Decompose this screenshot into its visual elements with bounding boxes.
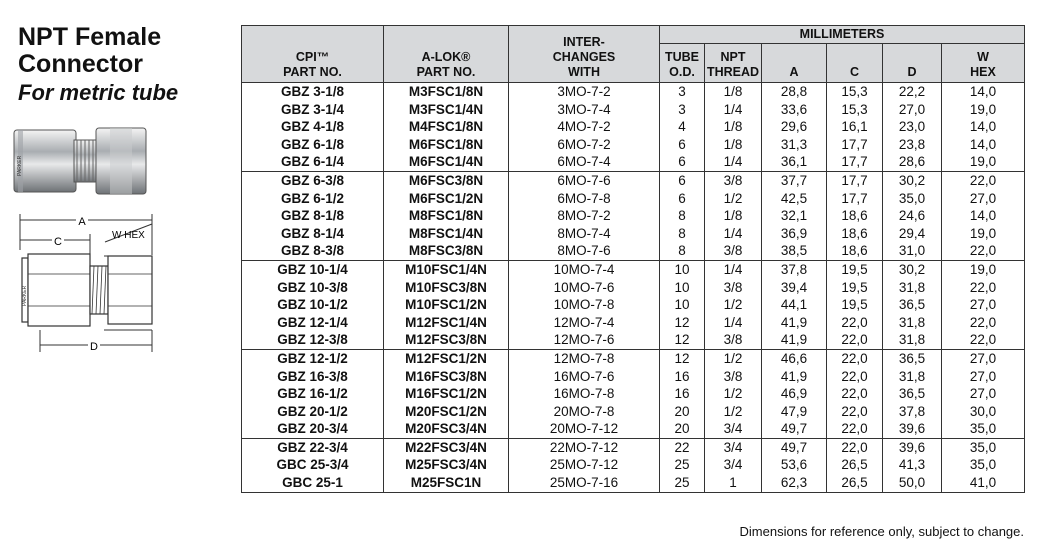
cell-w-hex: 27,0 [942, 368, 1025, 386]
cell-cpi-part-no: GBZ 3-1/8 [242, 83, 384, 101]
table-row [242, 225, 1025, 243]
cell-alok-part-no: M20FSC1/2N [384, 403, 509, 421]
cell-interchanges: 20MO-7-12 [509, 420, 660, 438]
header-tube-text: TUBE O.D. [664, 50, 700, 79]
cell-interchanges: 4MO-7-2 [509, 118, 660, 136]
cell-dim-a: 47,9 [762, 403, 827, 421]
cell-cpi-part-no: GBZ 16-1/2 [242, 385, 384, 403]
cell-npt-thread: 3/8 [705, 279, 762, 297]
cell-tube-od: 22 [660, 438, 705, 456]
diagram-logo-text: PARKER [22, 285, 28, 306]
cell-interchanges: 12MO-7-4 [509, 314, 660, 332]
cell-cpi-part-no: GBC 25-1 [242, 474, 384, 492]
cell-alok-part-no: M6FSC3/8N [384, 171, 509, 189]
cell-dim-a: 41,9 [762, 331, 827, 349]
cell-tube-od: 10 [660, 279, 705, 297]
cell-npt-thread: 1/8 [705, 83, 762, 101]
cell-alok-part-no: M8FSC1/4N [384, 225, 509, 243]
cell-dim-a: 36,9 [762, 225, 827, 243]
cell-cpi-part-no: GBZ 8-1/4 [242, 225, 384, 243]
cell-interchanges: 10MO-7-6 [509, 279, 660, 297]
table-row [242, 190, 1025, 208]
title-line-2: Connector [18, 50, 143, 78]
cell-tube-od: 25 [660, 456, 705, 474]
cell-tube-od: 12 [660, 331, 705, 349]
cell-cpi-part-no: GBZ 6-1/8 [242, 136, 384, 154]
cell-dim-c: 18,6 [827, 207, 883, 225]
cell-interchanges: 3MO-7-2 [509, 83, 660, 101]
cell-w-hex: 14,0 [942, 118, 1025, 136]
cell-cpi-part-no: GBZ 8-3/8 [242, 242, 384, 260]
cell-alok-part-no: M16FSC1/2N [384, 385, 509, 403]
cell-w-hex: 30,0 [942, 403, 1025, 421]
table-row [242, 456, 1025, 474]
cell-tube-od: 6 [660, 136, 705, 154]
cell-cpi-part-no: GBZ 8-1/8 [242, 207, 384, 225]
table-row [242, 260, 1025, 278]
cell-dim-c: 22,0 [827, 438, 883, 456]
cell-interchanges: 16MO-7-6 [509, 368, 660, 386]
cell-alok-part-no: M10FSC1/2N [384, 296, 509, 314]
header-w-hex [942, 44, 1025, 83]
cell-dim-a: 39,4 [762, 279, 827, 297]
label-c: C [54, 236, 62, 248]
cell-dim-d: 31,8 [883, 279, 942, 297]
cell-tube-od: 4 [660, 118, 705, 136]
cell-w-hex: 22,0 [942, 331, 1025, 349]
cell-dim-d: 31,8 [883, 314, 942, 332]
cell-alok-part-no: M25FSC1N [384, 474, 509, 492]
cell-dim-d: 27,0 [883, 101, 942, 119]
cell-w-hex: 27,0 [942, 349, 1025, 367]
cell-cpi-part-no: GBZ 4-1/8 [242, 118, 384, 136]
header-millimeters: MILLIMETERS [660, 26, 1025, 44]
cell-dim-d: 22,2 [883, 83, 942, 101]
cell-dim-c: 17,7 [827, 136, 883, 154]
header-npt-thread [705, 44, 762, 83]
cell-dim-c: 17,7 [827, 190, 883, 208]
cell-npt-thread: 1/4 [705, 101, 762, 119]
cell-dim-d: 30,2 [883, 260, 942, 278]
header-alok-part-no [384, 26, 509, 83]
cell-cpi-part-no: GBZ 16-3/8 [242, 368, 384, 386]
cell-w-hex: 22,0 [942, 171, 1025, 189]
cell-dim-a: 46,9 [762, 385, 827, 403]
cell-dim-c: 17,7 [827, 171, 883, 189]
table-row [242, 349, 1025, 367]
cell-dim-c: 19,5 [827, 260, 883, 278]
cell-dim-a: 37,7 [762, 171, 827, 189]
cell-w-hex: 19,0 [942, 101, 1025, 119]
cell-dim-a: 41,9 [762, 368, 827, 386]
dimension-diagram [10, 210, 210, 360]
label-w-hex: W HEX [112, 230, 145, 241]
cell-tube-od: 8 [660, 225, 705, 243]
spec-table [241, 25, 1025, 493]
cell-tube-od: 16 [660, 368, 705, 386]
table-row [242, 438, 1025, 456]
cell-dim-a: 41,9 [762, 314, 827, 332]
cell-npt-thread: 1 [705, 474, 762, 492]
cell-alok-part-no: M6FSC1/8N [384, 136, 509, 154]
cell-npt-thread: 1/4 [705, 314, 762, 332]
cell-dim-d: 29,4 [883, 225, 942, 243]
cell-interchanges: 25MO-7-16 [509, 474, 660, 492]
table-row [242, 403, 1025, 421]
cell-npt-thread: 1/2 [705, 385, 762, 403]
cell-cpi-part-no: GBZ 6-1/2 [242, 190, 384, 208]
cell-cpi-part-no: GBZ 22-3/4 [242, 438, 384, 456]
cell-w-hex: 22,0 [942, 279, 1025, 297]
table-row [242, 420, 1025, 438]
cell-alok-part-no: M6FSC1/2N [384, 190, 509, 208]
cell-npt-thread: 1/2 [705, 296, 762, 314]
cell-dim-d: 31,8 [883, 331, 942, 349]
cell-npt-thread: 3/4 [705, 420, 762, 438]
cell-w-hex: 35,0 [942, 420, 1025, 438]
cell-dim-c: 17,7 [827, 153, 883, 171]
table-row [242, 314, 1025, 332]
cell-npt-thread: 3/8 [705, 242, 762, 260]
cell-cpi-part-no: GBZ 20-3/4 [242, 420, 384, 438]
cell-tube-od: 20 [660, 420, 705, 438]
cell-w-hex: 27,0 [942, 296, 1025, 314]
cell-dim-a: 46,6 [762, 349, 827, 367]
cell-w-hex: 19,0 [942, 260, 1025, 278]
cell-npt-thread: 1/2 [705, 349, 762, 367]
cell-dim-c: 19,5 [827, 296, 883, 314]
cell-dim-d: 37,8 [883, 403, 942, 421]
cell-w-hex: 27,0 [942, 385, 1025, 403]
cell-tube-od: 8 [660, 242, 705, 260]
cell-alok-part-no: M12FSC1/2N [384, 349, 509, 367]
cell-interchanges: 3MO-7-4 [509, 101, 660, 119]
table-row [242, 136, 1025, 154]
cell-dim-a: 31,3 [762, 136, 827, 154]
cell-dim-c: 26,5 [827, 456, 883, 474]
cell-interchanges: 22MO-7-12 [509, 438, 660, 456]
cell-interchanges: 12MO-7-6 [509, 331, 660, 349]
table-row [242, 153, 1025, 171]
cell-cpi-part-no: GBZ 10-1/4 [242, 260, 384, 278]
cell-dim-c: 22,0 [827, 420, 883, 438]
cell-alok-part-no: M10FSC3/8N [384, 279, 509, 297]
cell-tube-od: 8 [660, 207, 705, 225]
cell-dim-d: 50,0 [883, 474, 942, 492]
cell-w-hex: 14,0 [942, 207, 1025, 225]
cell-dim-d: 41,3 [883, 456, 942, 474]
cell-interchanges: 8MO-7-2 [509, 207, 660, 225]
cell-alok-part-no: M12FSC3/8N [384, 331, 509, 349]
cell-tube-od: 16 [660, 385, 705, 403]
header-d: D [883, 44, 942, 83]
cell-interchanges: 6MO-7-8 [509, 190, 660, 208]
cell-cpi-part-no: GBZ 6-1/4 [242, 153, 384, 171]
cell-cpi-part-no: GBZ 20-1/2 [242, 403, 384, 421]
reference-note: Dimensions for reference only, subject to change. [739, 524, 1024, 539]
cell-w-hex: 19,0 [942, 225, 1025, 243]
cell-tube-od: 10 [660, 296, 705, 314]
cell-alok-part-no: M3FSC1/4N [384, 101, 509, 119]
cell-tube-od: 3 [660, 83, 705, 101]
cell-dim-a: 28,8 [762, 83, 827, 101]
photo-logo-text: PARKER [17, 155, 23, 176]
cell-alok-part-no: M12FSC1/4N [384, 314, 509, 332]
cell-dim-a: 32,1 [762, 207, 827, 225]
label-a: A [78, 216, 86, 228]
cell-dim-d: 35,0 [883, 190, 942, 208]
cell-w-hex: 14,0 [942, 83, 1025, 101]
cell-dim-c: 22,0 [827, 403, 883, 421]
header-c: C [827, 44, 883, 83]
cell-dim-c: 22,0 [827, 385, 883, 403]
cell-tube-od: 12 [660, 349, 705, 367]
cell-dim-d: 31,8 [883, 368, 942, 386]
cell-npt-thread: 3/8 [705, 368, 762, 386]
cell-dim-d: 24,6 [883, 207, 942, 225]
connector-photo [10, 118, 150, 200]
table-row [242, 474, 1025, 492]
cell-dim-a: 42,5 [762, 190, 827, 208]
cell-dim-a: 33,6 [762, 101, 827, 119]
table-row [242, 83, 1025, 101]
header-npt-text: NPT THREAD [706, 50, 760, 79]
cell-dim-a: 49,7 [762, 438, 827, 456]
cell-cpi-part-no: GBZ 6-3/8 [242, 171, 384, 189]
cell-alok-part-no: M8FSC3/8N [384, 242, 509, 260]
table-row [242, 101, 1025, 119]
cell-alok-part-no: M16FSC3/8N [384, 368, 509, 386]
cell-dim-a: 62,3 [762, 474, 827, 492]
cell-npt-thread: 3/4 [705, 438, 762, 456]
cell-w-hex: 14,0 [942, 136, 1025, 154]
cell-alok-part-no: M8FSC1/8N [384, 207, 509, 225]
spec-table-body [242, 83, 1025, 493]
cell-alok-part-no: M22FSC3/4N [384, 438, 509, 456]
cell-dim-c: 16,1 [827, 118, 883, 136]
cell-interchanges: 25MO-7-12 [509, 456, 660, 474]
cell-dim-a: 29,6 [762, 118, 827, 136]
header-cpi-text: CPI™ PART NO. [283, 50, 342, 79]
table-row [242, 331, 1025, 349]
cell-tube-od: 25 [660, 474, 705, 492]
cell-interchanges: 12MO-7-8 [509, 349, 660, 367]
header-tube-od [660, 44, 705, 83]
cell-alok-part-no: M10FSC1/4N [384, 260, 509, 278]
cell-cpi-part-no: GBZ 12-3/8 [242, 331, 384, 349]
cell-npt-thread: 1/8 [705, 136, 762, 154]
cell-npt-thread: 3/8 [705, 171, 762, 189]
cell-alok-part-no: M3FSC1/8N [384, 83, 509, 101]
cell-w-hex: 27,0 [942, 190, 1025, 208]
cell-dim-a: 53,6 [762, 456, 827, 474]
cell-alok-part-no: M25FSC3/4N [384, 456, 509, 474]
cell-alok-part-no: M4FSC1/8N [384, 118, 509, 136]
cell-dim-a: 37,8 [762, 260, 827, 278]
cell-dim-d: 36,5 [883, 385, 942, 403]
cell-tube-od: 6 [660, 171, 705, 189]
cell-interchanges: 8MO-7-4 [509, 225, 660, 243]
cell-tube-od: 3 [660, 101, 705, 119]
header-inter-text: INTER- CHANGES WITH [552, 35, 616, 79]
cell-dim-d: 23,0 [883, 118, 942, 136]
cell-npt-thread: 1/4 [705, 225, 762, 243]
table-row [242, 296, 1025, 314]
cell-npt-thread: 1/4 [705, 260, 762, 278]
cell-npt-thread: 1/8 [705, 207, 762, 225]
header-cpi-part-no [242, 26, 384, 83]
cell-tube-od: 10 [660, 260, 705, 278]
table-row [242, 279, 1025, 297]
cell-tube-od: 20 [660, 403, 705, 421]
cell-dim-c: 26,5 [827, 474, 883, 492]
cell-dim-c: 22,0 [827, 368, 883, 386]
cell-dim-c: 22,0 [827, 314, 883, 332]
cell-cpi-part-no: GBZ 10-1/2 [242, 296, 384, 314]
cell-dim-c: 18,6 [827, 242, 883, 260]
cell-interchanges: 20MO-7-8 [509, 403, 660, 421]
table-row [242, 207, 1025, 225]
table-row [242, 242, 1025, 260]
cell-interchanges: 8MO-7-6 [509, 242, 660, 260]
cell-npt-thread: 1/8 [705, 118, 762, 136]
table-row [242, 118, 1025, 136]
cell-alok-part-no: M6FSC1/4N [384, 153, 509, 171]
page-title [18, 24, 178, 106]
cell-dim-d: 36,5 [883, 349, 942, 367]
cell-dim-a: 38,5 [762, 242, 827, 260]
title-line-1: NPT Female [18, 23, 162, 51]
cell-interchanges: 10MO-7-8 [509, 296, 660, 314]
cell-dim-d: 31,0 [883, 242, 942, 260]
cell-dim-c: 15,3 [827, 101, 883, 119]
cell-dim-a: 36,1 [762, 153, 827, 171]
cell-tube-od: 12 [660, 314, 705, 332]
cell-w-hex: 19,0 [942, 153, 1025, 171]
cell-interchanges: 16MO-7-8 [509, 385, 660, 403]
header-w-text: W HEX [970, 50, 996, 79]
header-interchanges [509, 26, 660, 83]
cell-w-hex: 35,0 [942, 438, 1025, 456]
header-alok-text: A-LOK® PART NO. [416, 50, 476, 79]
cell-cpi-part-no: GBZ 12-1/2 [242, 349, 384, 367]
cell-dim-c: 18,6 [827, 225, 883, 243]
cell-dim-a: 44,1 [762, 296, 827, 314]
cell-dim-c: 15,3 [827, 83, 883, 101]
table-row [242, 368, 1025, 386]
cell-tube-od: 6 [660, 190, 705, 208]
cell-dim-c: 19,5 [827, 279, 883, 297]
cell-dim-d: 28,6 [883, 153, 942, 171]
cell-npt-thread: 3/4 [705, 456, 762, 474]
cell-interchanges: 6MO-7-6 [509, 171, 660, 189]
cell-dim-d: 23,8 [883, 136, 942, 154]
cell-w-hex: 22,0 [942, 314, 1025, 332]
cell-npt-thread: 3/8 [705, 331, 762, 349]
cell-tube-od: 6 [660, 153, 705, 171]
cell-dim-c: 22,0 [827, 331, 883, 349]
cell-dim-c: 22,0 [827, 349, 883, 367]
cell-npt-thread: 1/4 [705, 153, 762, 171]
cell-npt-thread: 1/2 [705, 190, 762, 208]
cell-interchanges: 10MO-7-4 [509, 260, 660, 278]
cell-alok-part-no: M20FSC3/4N [384, 420, 509, 438]
table-row [242, 385, 1025, 403]
table-row [242, 171, 1025, 189]
cell-dim-d: 36,5 [883, 296, 942, 314]
cell-w-hex: 41,0 [942, 474, 1025, 492]
cell-dim-d: 39,6 [883, 420, 942, 438]
cell-interchanges: 6MO-7-2 [509, 136, 660, 154]
cell-dim-a: 49,7 [762, 420, 827, 438]
cell-w-hex: 35,0 [942, 456, 1025, 474]
title-subtitle: For metric tube [18, 80, 179, 105]
cell-dim-d: 30,2 [883, 171, 942, 189]
cell-interchanges: 6MO-7-4 [509, 153, 660, 171]
cell-w-hex: 22,0 [942, 242, 1025, 260]
cell-cpi-part-no: GBC 25-3/4 [242, 456, 384, 474]
cell-dim-d: 39,6 [883, 438, 942, 456]
label-d: D [90, 341, 98, 353]
cell-npt-thread: 1/2 [705, 403, 762, 421]
cell-cpi-part-no: GBZ 12-1/4 [242, 314, 384, 332]
cell-cpi-part-no: GBZ 3-1/4 [242, 101, 384, 119]
cell-cpi-part-no: GBZ 10-3/8 [242, 279, 384, 297]
header-a: A [762, 44, 827, 83]
